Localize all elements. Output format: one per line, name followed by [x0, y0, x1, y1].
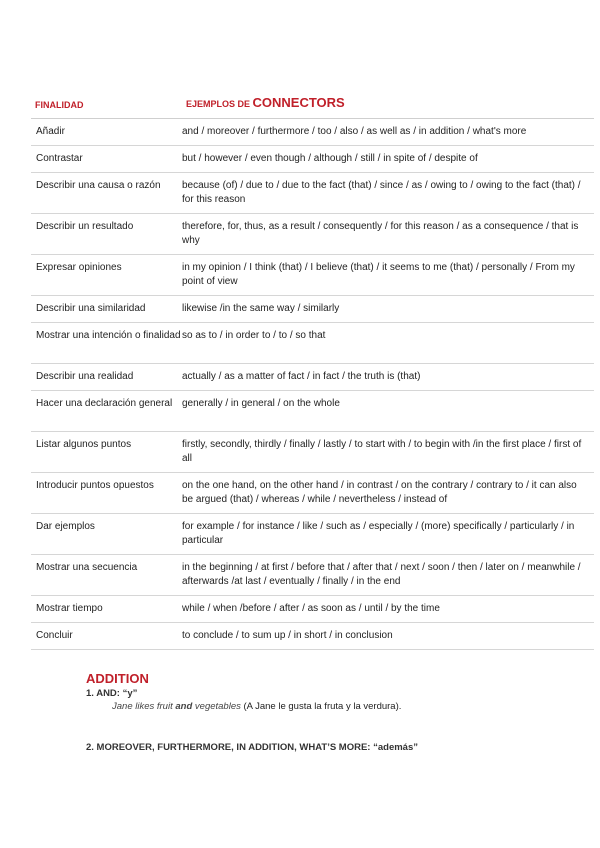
addition-section — [86, 671, 401, 712]
table-row — [31, 173, 594, 214]
header-connectors: CONNECTORS — [252, 95, 345, 110]
table-row — [31, 391, 594, 432]
table-row — [31, 364, 594, 391]
table-row — [31, 514, 594, 555]
table-row — [31, 596, 594, 623]
table-row — [31, 623, 594, 650]
addition-item-1: 1. AND: “y” — [86, 688, 138, 699]
example-translation: (A Jane le gusta la fruta y la verdura). — [240, 701, 402, 712]
row-purpose: Describir una causa o razón — [36, 180, 161, 191]
addition-item-2: 2. MOREOVER, FURTHERMORE, IN ADDITION, WHAT’S MORE: “además” — [86, 742, 418, 753]
row-examples: likewise /in the same way / similarly — [182, 303, 340, 314]
row-examples: but / however / even though / although / still / in spite of / despite of — [182, 153, 478, 164]
row-purpose: Dar ejemplos — [36, 521, 95, 532]
example-italic-b: vegetables — [192, 701, 241, 712]
row-purpose: Describir una similaridad — [36, 303, 146, 314]
table-row — [31, 146, 594, 173]
table-header — [31, 92, 594, 119]
addition-example-1 — [112, 701, 401, 712]
header-finalidad: FINALIDAD — [35, 100, 84, 110]
example-bold: and — [175, 701, 193, 712]
table-row — [31, 323, 594, 364]
table-row — [31, 214, 594, 255]
row-purpose: Contrastar — [36, 153, 83, 164]
row-purpose: Hacer una declaración general — [36, 398, 173, 409]
row-examples: in the beginning / at first / before that / after that / next / soon / then / later on / meanwhile / afterwards /at last / eventually / finally / in the end — [182, 562, 581, 587]
row-examples: for example / for instance / like / such as / especially / (more) specifically / particularly / in particular — [182, 521, 575, 546]
row-examples: therefore, for, thus, as a result / consequently / for this reason / as a consequence / that is why — [182, 221, 579, 246]
header-ejemplos-prefix: EJEMPLOS DE — [186, 99, 253, 109]
table-body — [31, 119, 594, 650]
row-examples: actually / as a matter of fact / in fact / the truth is (that) — [182, 371, 421, 382]
row-purpose: Describir un resultado — [36, 221, 134, 232]
example-italic-a: Jane likes fruit — [112, 701, 176, 712]
row-examples: on the one hand, on the other hand / in contrast / on the contrary / contrary to / it can also be argued (that) / whereas / while / nevertheless / instead of — [182, 480, 577, 505]
table-row — [31, 555, 594, 596]
header-ejemplos — [186, 95, 594, 118]
row-purpose: Describir una realidad — [36, 371, 134, 382]
row-examples: and / moreover / furthermore / too / also / as well as / in addition / what's more — [182, 126, 527, 137]
row-examples: generally / in general / on the whole — [182, 398, 340, 409]
row-examples: firstly, secondly, thirdly / finally / lastly / to start with / to begin with /in the first place / first of all — [182, 439, 582, 464]
row-purpose: Introducir puntos opuestos — [36, 480, 154, 491]
row-purpose: Mostrar una secuencia — [36, 562, 138, 573]
table-row — [31, 119, 594, 146]
row-examples: because (of) / due to / due to the fact (that) / since / as / owing to / owing to the fact (that) / for this reason — [182, 180, 581, 205]
table-row — [31, 432, 594, 473]
table-row — [31, 296, 594, 323]
row-purpose: Concluir — [36, 630, 73, 641]
row-examples: so as to / in order to / to / so that — [182, 330, 326, 341]
row-examples: to conclude / to sum up / in short / in conclusion — [182, 630, 393, 641]
table-row — [31, 473, 594, 514]
row-purpose: Mostrar tiempo — [36, 603, 103, 614]
table-row — [31, 255, 594, 296]
addition-title: ADDITION — [86, 671, 149, 686]
row-examples: in my opinion / I think (that) / I believe (that) / it seems to me (that) / personally / From my point of view — [182, 262, 575, 287]
row-purpose: Añadir — [36, 126, 65, 137]
row-purpose: Mostrar una intención o finalidad — [36, 330, 181, 341]
row-examples: while / when /before / after / as soon as / until / by the time — [182, 603, 440, 614]
row-purpose: Listar algunos puntos — [36, 439, 132, 450]
connectors-table — [31, 92, 594, 650]
row-purpose: Expresar opiniones — [36, 262, 122, 273]
